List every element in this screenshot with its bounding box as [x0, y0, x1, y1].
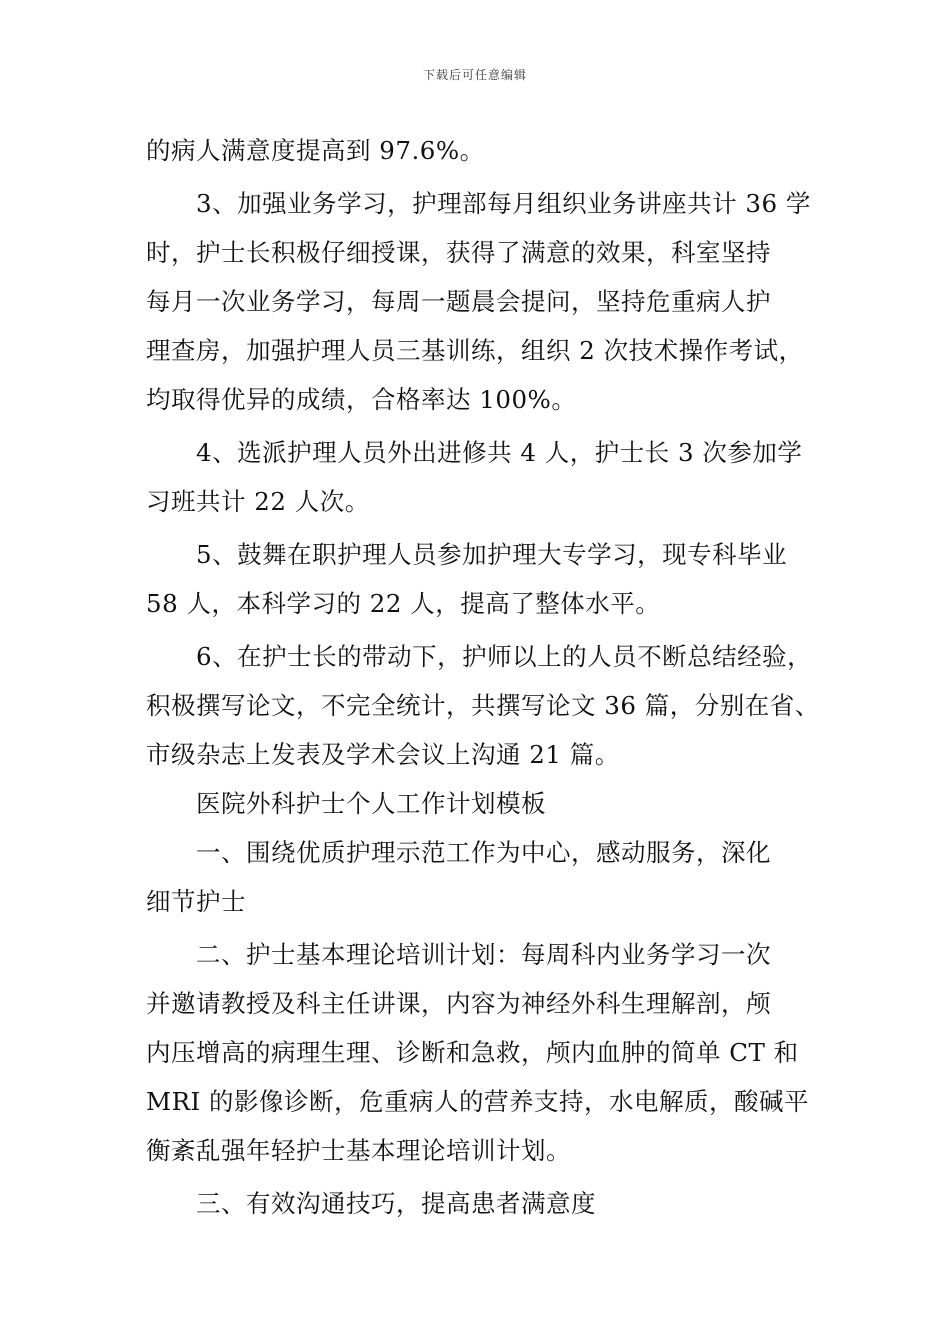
paragraph-2-line-2: 时，护士长积极仔细授课，获得了满意的效果，科室坚持	[146, 238, 771, 267]
paragraph-7-line-1: 一、围绕优质护理示范工作为中心，感动服务，深化	[196, 838, 771, 867]
paragraph-5-line-2: 积极撰写论文，不完全统计，共撰写论文 36 篇，分别在省、	[146, 691, 820, 720]
paragraph-2-line-4: 理查房，加强护理人员三基训练，组织 2 次技术操作考试，	[146, 336, 804, 365]
paragraph-5-line-1: 6、在护士长的带动下，护师以上的人员不断总结经验，	[196, 642, 813, 671]
paragraph-8-line-4: MRI 的影像诊断，危重病人的营养支持，水电解质，酸碱平	[146, 1087, 809, 1116]
paragraph-2-line-5: 均取得优异的成绩，合格率达 100%。	[146, 385, 577, 414]
paragraph-3-line-2: 习班共计 22 人次。	[146, 487, 370, 516]
plan-title: 医院外科护士个人工作计划模板	[196, 789, 546, 818]
download-note: 下载后可任意编辑	[422, 68, 527, 82]
paragraph-2-line-3: 每月一次业务学习，每周一题晨会提问，坚持危重病人护	[146, 287, 771, 316]
paragraph-8-line-5: 衡紊乱强年轻护士基本理论培训计划。	[146, 1136, 571, 1165]
document-body	[146, 126, 836, 1228]
paragraph-8-line-1: 二、护士基本理论培训计划：每周科内业务学习一次	[196, 940, 771, 969]
paragraph-4-line-2: 58 人，本科学习的 22 人，提高了整体水平。	[146, 589, 661, 618]
paragraph-4-line-1: 5、鼓舞在职护理人员参加护理大专学习，现专科毕业	[196, 540, 788, 569]
paragraph-1-line-1: 的病人满意度提高到 97.6%。	[146, 136, 485, 165]
paragraph-3-line-1: 4、选派护理人员外出进修共 4 人，护士长 3 次参加学	[196, 438, 803, 467]
paragraph-2-line-1: 3、加强业务学习，护理部每月组织业务讲座共计 36 学	[196, 189, 811, 218]
paragraph-9-line-1: 三、有效沟通技巧，提高患者满意度	[196, 1189, 596, 1218]
paragraph-8-line-2: 并邀请教授及科主任讲课，内容为神经外科生理解剖，颅	[146, 989, 771, 1018]
paragraph-7-line-2: 细节护士	[146, 887, 246, 916]
paragraph-8-line-3: 内压增高的病理生理、诊断和急救，颅内血肿的简单 CT 和	[146, 1038, 799, 1067]
paragraph-5-line-3: 市级杂志上发表及学术会议上沟通 21 篇。	[146, 740, 620, 769]
